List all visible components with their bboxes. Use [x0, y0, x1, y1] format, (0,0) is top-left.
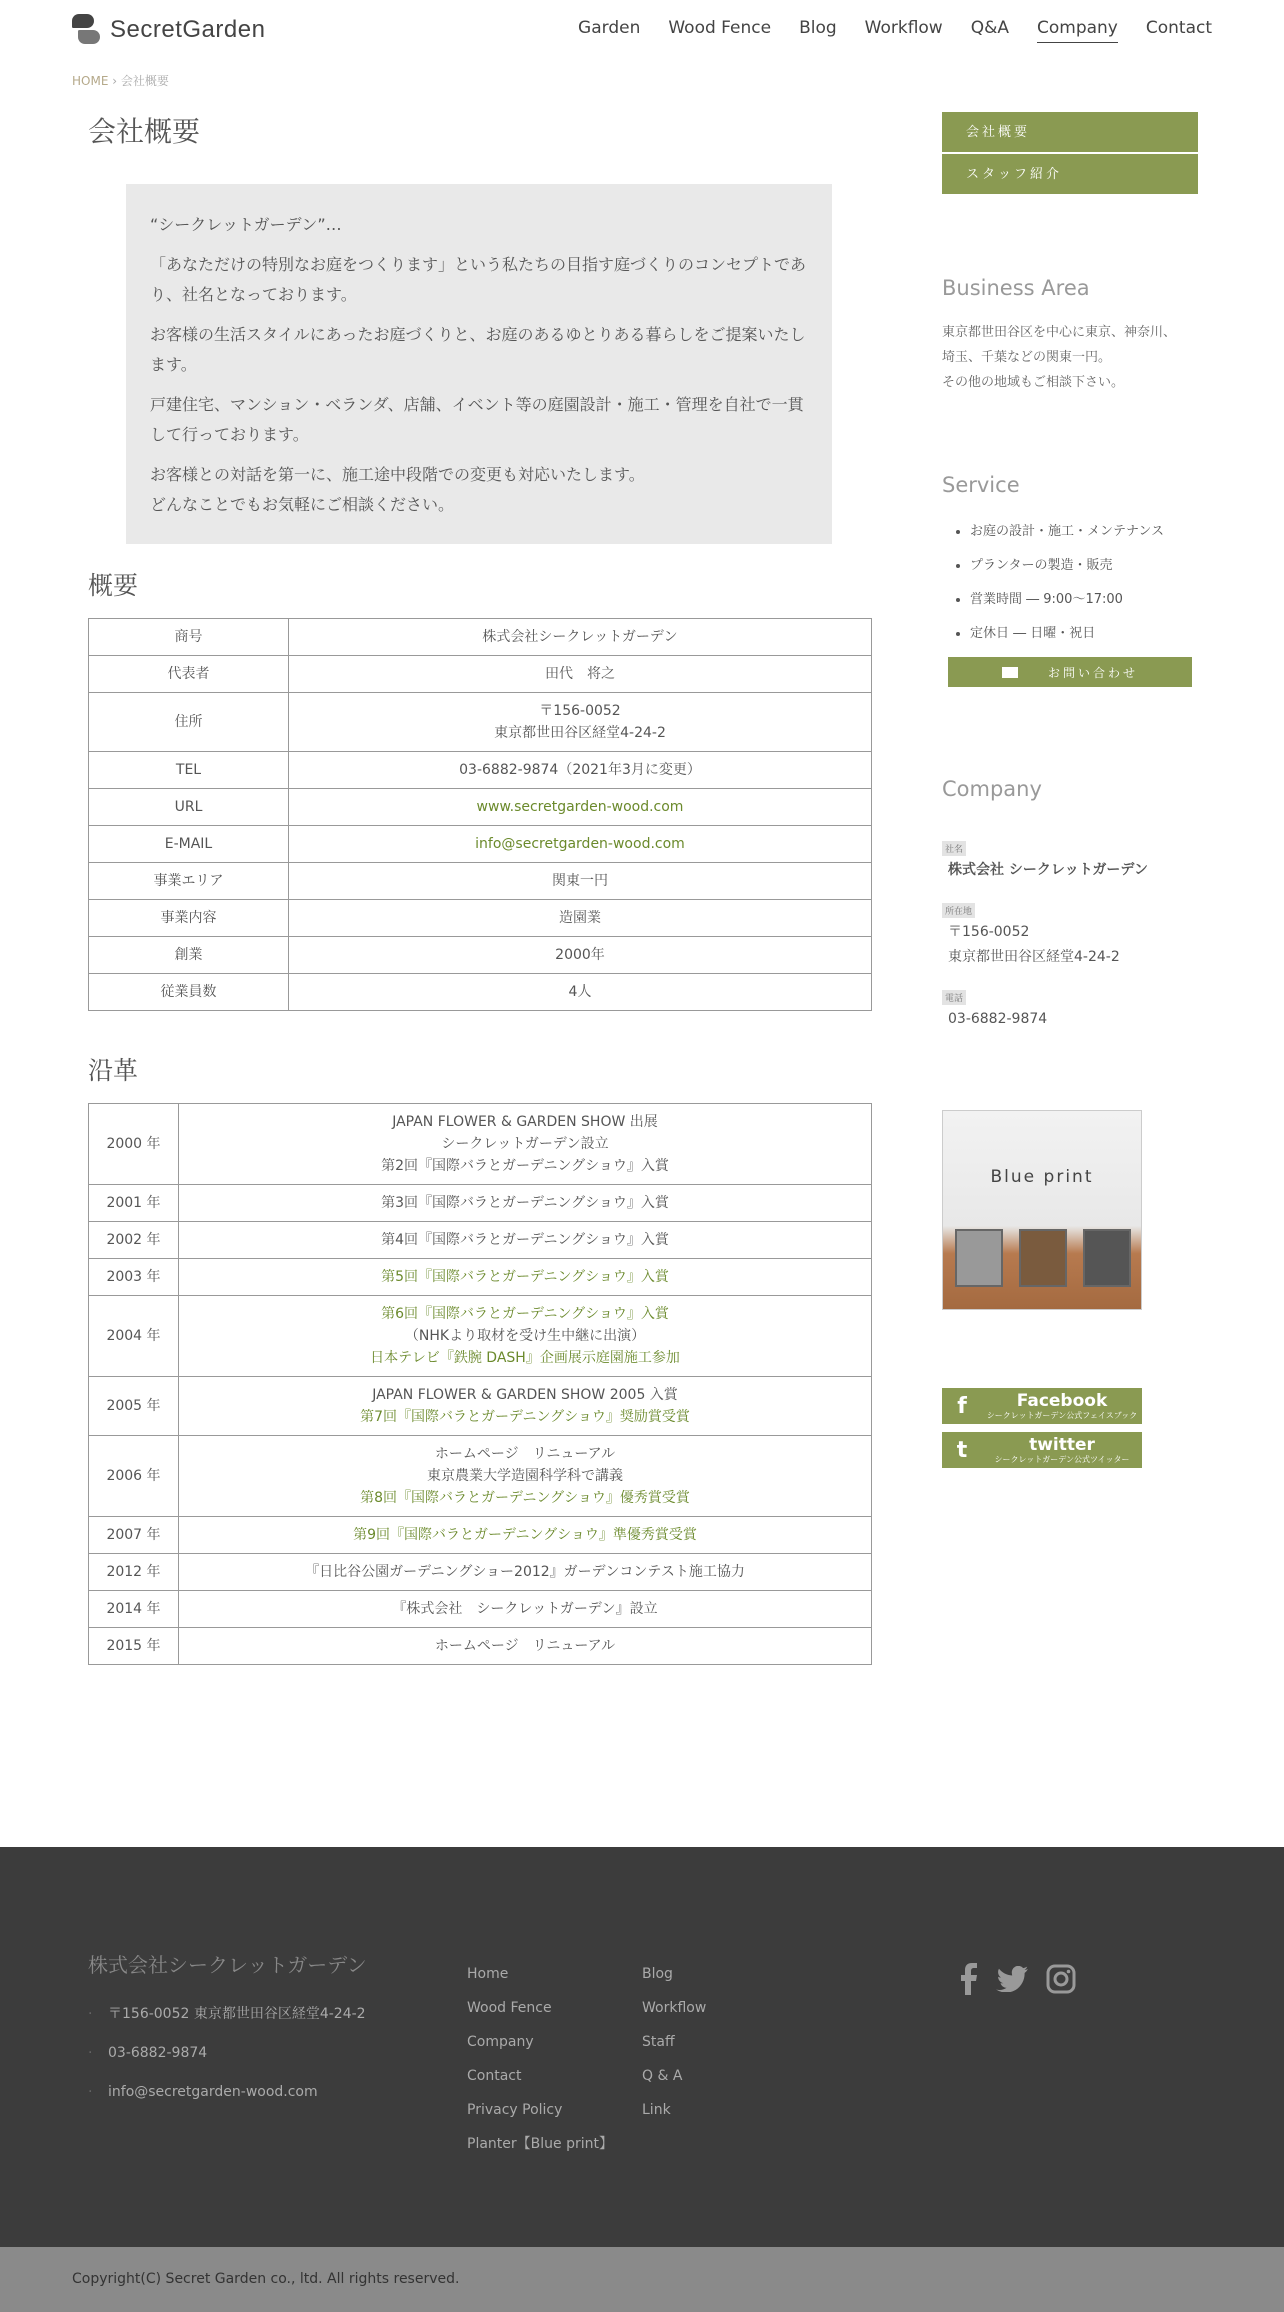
contact-button[interactable] — [948, 657, 1192, 687]
row-value[interactable]: info@secretgarden-wood.com — [289, 826, 872, 863]
row-key: 住所 — [89, 693, 289, 752]
contact-button-label: お問い合わせ — [1047, 665, 1138, 680]
history-event[interactable]: 日本テレビ『鉄腕 DASH』企画展示庭園施工参加 — [370, 1350, 680, 1366]
footer-link-link[interactable]: Link — [642, 2102, 671, 2118]
row-key: 創業 — [89, 937, 289, 974]
table-row — [89, 937, 872, 974]
facebook-banner[interactable]: f Facebook シークレットガーデン公式フェイスブック — [942, 1388, 1142, 1424]
history-year: 2003 年 — [89, 1259, 179, 1296]
history-events — [179, 1104, 872, 1185]
footer-link-company[interactable]: Company — [467, 2034, 534, 2050]
table-row — [89, 1185, 872, 1222]
planter-image — [1019, 1229, 1067, 1287]
row-value: 関東一円 — [289, 863, 872, 900]
history-year: 2015 年 — [89, 1628, 179, 1665]
history-year: 2014 年 — [89, 1591, 179, 1628]
footer-email[interactable]: info@secretgarden-wood.com — [108, 2084, 318, 2100]
table-row — [89, 1436, 872, 1517]
history-events — [179, 1591, 872, 1628]
row-value: 田代 将之 — [289, 656, 872, 693]
nav-qa[interactable]: Q&A — [970, 18, 1009, 38]
list-item: • お庭の設計・施工・メンテナンス — [970, 515, 1198, 549]
overview-table — [88, 618, 872, 1011]
table-row — [89, 752, 872, 789]
table-row — [89, 1377, 872, 1436]
intro-heading: “シークレットガーデン”… — [150, 215, 342, 234]
address-tag: 所在地 — [942, 903, 975, 918]
footer-link-home[interactable]: Home — [467, 1966, 509, 1982]
planter-image — [1083, 1229, 1131, 1287]
history-event: 『日比谷公園ガーデニングショー2012』ガーデンコンテスト施工協力 — [305, 1564, 745, 1580]
sidebar-menu — [942, 112, 1198, 196]
history-event[interactable]: 第9回『国際バラとガーデニングショウ』準優秀賞受賞 — [353, 1527, 697, 1543]
table-row — [89, 1554, 872, 1591]
footer-link-qa[interactable]: Q & A — [642, 2068, 683, 2084]
row-key: TEL — [89, 752, 289, 789]
business-area — [942, 276, 1198, 395]
history-event: 第4回『国際バラとガーデニングショウ』入賞 — [381, 1232, 669, 1248]
breadcrumb-home[interactable]: HOME — [72, 74, 109, 88]
footer-company-name: 株式会社シークレットガーデン — [88, 1953, 367, 1977]
table-row — [89, 826, 872, 863]
site-logo[interactable] — [72, 14, 265, 46]
sidebar — [942, 112, 1198, 1476]
location-icon: · — [88, 2006, 93, 2022]
row-key: URL — [89, 789, 289, 826]
breadcrumb-separator: › — [112, 74, 118, 88]
breadcrumb — [72, 72, 169, 89]
table-row — [89, 900, 872, 937]
table-row — [89, 789, 872, 826]
logo-text: SecretGarden — [110, 16, 266, 43]
twitter-icon: t — [956, 1437, 968, 1463]
history-table — [88, 1103, 872, 1665]
phone-icon: · — [88, 2045, 93, 2061]
footer-link-blog[interactable]: Blog — [642, 1966, 673, 1982]
company-name: 株式会社 シークレットガーデン — [948, 862, 1149, 878]
footer-link-planter[interactable]: Planter【Blue print】 — [467, 2136, 613, 2152]
intro-paragraph: お客様の生活スタイルにあったお庭づくりと、お庭のあるゆとりある暮らしをご提案いたします。 — [150, 325, 806, 374]
nav-garden[interactable]: Garden — [578, 18, 641, 38]
intro-paragraph: 「あなただけの特別なお庭をつくります」という私たちの目指す庭づくりのコンセプトであり、社名となっております。 — [150, 255, 807, 304]
row-value: 造園業 — [289, 900, 872, 937]
logo-icon — [72, 14, 100, 46]
history-event: ホームページ リニューアル — [434, 1446, 616, 1462]
history-events — [179, 1259, 872, 1296]
mail-icon: · — [88, 2084, 93, 2100]
history-events — [179, 1436, 872, 1517]
table-row — [89, 1296, 872, 1377]
blueprint-label: Blue print — [990, 1167, 1094, 1187]
footer-link-privacy[interactable]: Privacy Policy — [467, 2102, 563, 2118]
list-item: • プランターの製造・販売 — [970, 549, 1198, 583]
footer-social — [958, 1963, 1076, 1999]
history-year: 2006 年 — [89, 1436, 179, 1517]
row-value: 4人 — [289, 974, 872, 1011]
company-name-tag: 社名 — [942, 841, 966, 856]
row-key: 事業エリア — [89, 863, 289, 900]
row-key: 商号 — [89, 619, 289, 656]
history-event: （NHKより取材を受け生中継に出演） — [404, 1328, 646, 1344]
service-title: Service — [942, 473, 1020, 497]
company-section — [942, 777, 1198, 1032]
history-events — [179, 1517, 872, 1554]
row-key: 代表者 — [89, 656, 289, 693]
company-title: Company — [942, 777, 1042, 801]
history-title: 沿革 — [88, 1056, 139, 1085]
history-year: 2005 年 — [89, 1377, 179, 1436]
history-event: JAPAN FLOWER & GARDEN SHOW 2005 入賞 — [372, 1387, 678, 1403]
row-key: E-MAIL — [89, 826, 289, 863]
footer-link-workflow[interactable]: Workflow — [642, 2000, 707, 2016]
table-row — [89, 1591, 872, 1628]
main-nav — [578, 18, 1212, 43]
footer-phone: 03-6882-9874 — [108, 2045, 208, 2061]
footer-link-wood-fence[interactable]: Wood Fence — [467, 2000, 552, 2016]
company-address: 〒156-0052 東京都世田谷区経堂4-24-2 — [948, 924, 1120, 965]
facebook-icon[interactable] — [958, 1963, 978, 1999]
mail-icon — [1002, 667, 1018, 678]
company-phone: 03-6882-9874 — [948, 1011, 1048, 1027]
history-year: 2004 年 — [89, 1296, 179, 1377]
history-event[interactable]: 第8回『国際バラとガーデニングショウ』優秀賞受賞 — [360, 1490, 690, 1506]
business-area-title: Business Area — [942, 276, 1090, 300]
table-row — [89, 693, 872, 752]
row-value: 03-6882-9874（2021年3月に変更） — [289, 752, 872, 789]
service-section — [942, 473, 1198, 687]
copyright-bar — [0, 2247, 1284, 2312]
intro-box — [126, 184, 832, 544]
copyright-text: Copyright(C) Secret Garden co., ltd. All rights reserved. — [72, 2271, 460, 2287]
nav-blog[interactable]: Blog — [799, 18, 837, 38]
instagram-icon[interactable] — [1046, 1964, 1076, 1998]
history-events — [179, 1296, 872, 1377]
history-event: JAPAN FLOWER & GARDEN SHOW 出展 — [392, 1114, 658, 1130]
site-footer — [0, 1847, 1284, 2247]
main-content — [88, 110, 872, 1665]
footer-contact-info — [88, 1995, 366, 2112]
footer-link-staff[interactable]: Staff — [642, 2034, 675, 2050]
history-year: 2012 年 — [89, 1554, 179, 1591]
footer-address: 〒156-0052 東京都世田谷区経堂4-24-2 — [108, 2006, 366, 2022]
sns-banners — [942, 1388, 1198, 1468]
list-item: • 営業時間 ― 9:00〜17:00 — [970, 583, 1198, 617]
site-header — [0, 0, 1284, 62]
planter-image — [955, 1229, 1003, 1287]
history-events — [179, 1554, 872, 1591]
table-row — [89, 974, 872, 1011]
history-events — [179, 1628, 872, 1665]
history-event: ホームページ リニューアル — [434, 1638, 616, 1654]
table-row — [89, 619, 872, 656]
history-year: 2007 年 — [89, 1517, 179, 1554]
sidebar-item-company-overview[interactable]: 会社概要 — [942, 112, 1198, 154]
intro-paragraph: 戸建住宅、マンション・ベランダ、店舗、イベント等の庭園設計・施工・管理を自社で一貫して行っております。 — [150, 395, 804, 444]
nav-contact[interactable]: Contact — [1145, 18, 1212, 38]
history-event[interactable]: 第6回『国際バラとガーデニングショウ』入賞 — [381, 1306, 669, 1322]
twitter-icon[interactable] — [996, 1966, 1028, 1996]
history-event: 東京農業大学造園科学科で講義 — [427, 1468, 623, 1484]
table-row — [89, 1628, 872, 1665]
breadcrumb-current: 会社概要 — [120, 74, 169, 88]
list-item: • 定休日 ― 日曜・祝日 — [970, 617, 1198, 651]
phone-tag: 電話 — [942, 990, 966, 1005]
table-row — [89, 1104, 872, 1185]
footer-links-2 — [642, 1957, 706, 2127]
footer-links-1 — [467, 1957, 613, 2161]
nav-workflow[interactable]: Workflow — [864, 18, 943, 38]
row-value: 2000年 — [289, 937, 872, 974]
history-year: 2000 年 — [89, 1104, 179, 1185]
nav-wood-fence[interactable]: Wood Fence — [668, 18, 772, 38]
page-title: 会社概要 — [88, 115, 201, 148]
table-row — [89, 1517, 872, 1554]
row-value: 株式会社シークレットガーデン — [289, 619, 872, 656]
twitter-banner[interactable]: t twitter シークレットガーデン公式ツイッター — [942, 1432, 1142, 1468]
intro-paragraph: お客様との対話を第一に、施工途中段階での変更も対応いたします。 どんなことでもお気軽にご相談ください。 — [150, 465, 645, 514]
row-value[interactable]: www.secretgarden-wood.com — [289, 789, 872, 826]
row-key: 従業員数 — [89, 974, 289, 1011]
sidebar-item-staff[interactable]: スタッフ紹介 — [942, 154, 1198, 196]
history-event[interactable]: 第5回『国際バラとガーデニングショウ』入賞 — [381, 1269, 669, 1285]
row-value: 〒156-0052 東京都世田谷区経堂4-24-2 — [289, 693, 872, 752]
table-row — [89, 1222, 872, 1259]
history-events — [179, 1222, 872, 1259]
overview-title: 概要 — [88, 571, 139, 600]
history-event: 第3回『国際バラとガーデニングショウ』入賞 — [381, 1195, 669, 1211]
history-event: 『株式会社 シークレットガーデン』設立 — [392, 1601, 658, 1617]
history-event[interactable]: 第7回『国際バラとガーデニングショウ』奨励賞受賞 — [360, 1409, 690, 1425]
table-row — [89, 656, 872, 693]
history-events — [179, 1185, 872, 1222]
history-year: 2002 年 — [89, 1222, 179, 1259]
history-events — [179, 1377, 872, 1436]
footer-link-contact[interactable]: Contact — [467, 2068, 522, 2084]
table-row — [89, 863, 872, 900]
nav-company[interactable]: Company — [1037, 18, 1118, 43]
row-key: 事業内容 — [89, 900, 289, 937]
facebook-icon: f — [957, 1393, 967, 1419]
history-event: 第2回『国際バラとガーデニングショウ』入賞 — [381, 1158, 669, 1174]
service-list — [942, 515, 1198, 651]
table-row — [89, 1259, 872, 1296]
history-year: 2001 年 — [89, 1185, 179, 1222]
blueprint-banner[interactable] — [942, 1110, 1142, 1310]
history-event: シークレットガーデン設立 — [441, 1136, 609, 1152]
business-area-text: 東京都世田谷区を中心に東京、神奈川、 埼玉、千葉などの関東一円。 その他の地域もご相談下さい。 — [942, 325, 1177, 390]
